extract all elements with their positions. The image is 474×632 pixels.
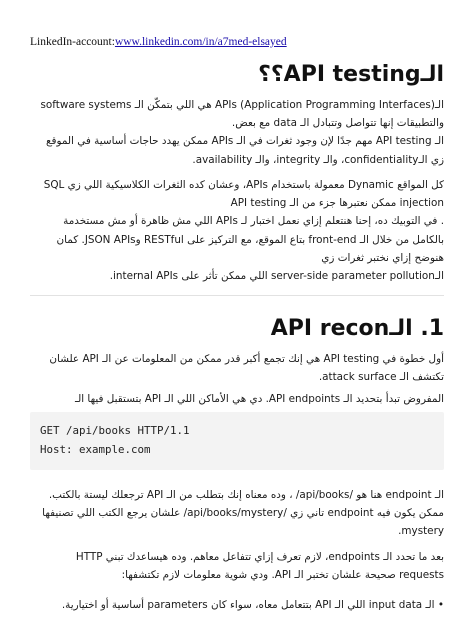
code-line-1: GET /api/books HTTP/1.1 [40, 424, 190, 437]
section-divider [30, 295, 444, 296]
code-line-2: Host: example.com [40, 443, 151, 456]
linkedin-label: LinkedIn-account: [30, 36, 115, 48]
recon-heading: 1. الـAPI recon [270, 316, 444, 341]
code-block [30, 412, 444, 470]
bullet-item: • الـ input data اللي الـ API بتتعامل معاه، سواء كان parameters أساسية أو اختيارية. [61, 599, 444, 611]
recon-p2-text: المفروض تبدأ بتحديد الـ API endpoints. دي هي الأماكن اللي الـ API بتستقبل فيها الـ [75, 393, 444, 405]
recon-paragraph-4: بعد ما تحدد الـ endpoints، لازم تعرف إزاي تتفاعل معاهم. وده هيساعدك تبني HTTP requests صحيحة علشان تختبر الـ API. ودي شوية معلومات لازم تكتشفها: [75, 551, 444, 582]
paragraph-2 [32, 176, 444, 285]
para2-line-2: . في التوبيك ده، إحنا هنتعلم إزاي نعمل اختبار لـ APIs اللي مش ظاهرة أو مش مستخدمة بالكامل من خلال الـ front-end بتاع الموقع، مع التركيز على RESTful وJSON APIs. كمان هنوضح إزاي نختبر ثغرات زي [56, 215, 444, 264]
intro-line-1: الـAPIs (Application Programming Interfaces) هي اللي بتمكّن الـ software systems والتطبيقات إنها تتواصل وتتبادل الـ data مع بعض. [40, 99, 444, 130]
intro-line-2: الـ API testing مهم جدًا لإن وجود ثغرات في الـ APIs ممكن يهدد حاجات أساسية في الموقع زي الـconfidentiality، والـ integrity، والـ availability. [46, 135, 444, 166]
recon-paragraph-1: أول خطوة في API testing هي إنك تجمع أكبر قدر ممكن من المعلومات عن الـ API علشان تكتشف الـ attack surface. [49, 353, 444, 384]
para2-line-3: الـserver-side parameter pollution اللي ممكن تأثر على internal APIs. [109, 270, 444, 283]
recon-paragraph-3: الـ endpoint هنا هو /api/books/ ، وده معناه إنك بتطلب من الـ API ترجعلك ليستة بالكتب. ممكن يكون فيه endpoint تاني زي /api/books/mystery/ علشان يرجع الكتب اللي تصنيفها mystery. [42, 489, 444, 538]
intro-paragraph [32, 96, 444, 169]
para2-line-1: كل المواقع Dynamic معمولة باستخدام APIs، وعشان كده الثغرات الكلاسيكية اللي زي SQL injection ممكن نعتبرها جزء من الـ API testing [43, 179, 444, 210]
main-heading: الـAPI testing؟؟ [258, 62, 444, 87]
linkedin-line [30, 36, 287, 48]
linkedin-link[interactable]: www.linkedin.com/in/a7med-elsayed [114, 36, 287, 48]
